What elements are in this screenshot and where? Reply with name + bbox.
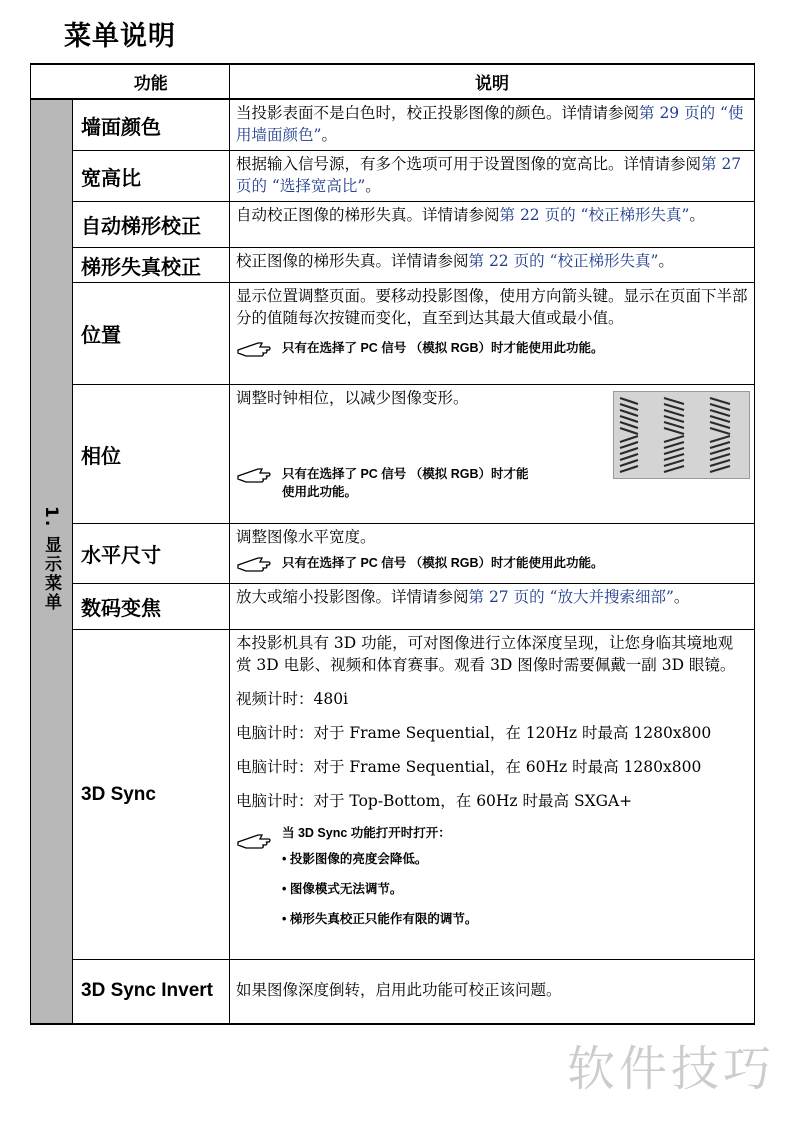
table-row [31, 151, 755, 202]
table-row [31, 630, 755, 960]
table-row [31, 524, 755, 584]
note-bullet: • 梯形失真校正只能作有限的调节。 [282, 912, 478, 926]
note-line: 使用此功能。 [282, 485, 358, 499]
function-name: 墙面颜色 [73, 99, 230, 151]
description [230, 385, 755, 524]
function-name: 数码变焦 [73, 584, 230, 630]
table-header-row [31, 64, 755, 99]
timing-line: 电脑计时：对于 Frame Sequential，在 60Hz 时最高 1280x800 [236, 758, 702, 776]
note [236, 824, 748, 928]
description-text: 自动校正图像的梯形失真。详情请参阅 [236, 206, 500, 224]
function-name: 梯形失真校正 [73, 248, 230, 283]
pointing-hand-icon [236, 555, 282, 573]
timing-line: 电脑计时：对于 Frame Sequential，在 120Hz 时最高 1280x800 [236, 724, 712, 742]
function-name: 相位 [73, 385, 230, 524]
note [236, 339, 748, 358]
page-title: 菜单说明 [64, 21, 176, 52]
description [230, 584, 755, 630]
note-bullet: • 图像模式无法调节。 [282, 882, 403, 896]
function-name: 水平尺寸 [73, 524, 230, 584]
description [230, 630, 755, 960]
function-name: 3D Sync Invert [73, 960, 230, 1024]
page-reference-link[interactable]: 第 27 页的 “放大并搜索细部” [468, 588, 674, 606]
header-description: 说明 [230, 64, 755, 99]
section-label: 1. 显示菜单 [41, 506, 61, 613]
function-name: 自动梯形校正 [73, 202, 230, 248]
note [236, 554, 748, 573]
note-text: 只有在选择了 PC 信号 （模拟 RGB）时才能使用此功能。 [282, 341, 604, 355]
table-row [31, 584, 755, 630]
description-tail: 。 [321, 126, 337, 144]
pointing-hand-icon [236, 466, 282, 484]
page-reference-link[interactable]: 第 29 页的 “使用墙面颜色” [236, 104, 744, 144]
watermark: 软件技巧 [567, 1041, 776, 1097]
description [230, 99, 755, 151]
description-text: 根据输入信号源，有多个选项可用于设置图像的宽高比。详情请参阅 [236, 155, 702, 173]
table-row [31, 960, 755, 1024]
page-reference-link[interactable]: 第 22 页的 “校正梯形失真” [468, 252, 659, 270]
timing-line: 视频计时：480i [236, 690, 349, 708]
description-tail: 。 [689, 206, 705, 224]
pointing-hand-icon [236, 832, 282, 850]
pointing-hand-icon [236, 340, 282, 358]
function-name: 3D Sync [73, 630, 230, 960]
page-reference-link[interactable]: 第 27 页的 “选择宽高比” [236, 155, 742, 195]
table-row [31, 202, 755, 248]
phase-distortion-image [613, 391, 750, 479]
description-text: 本投影机具有 3D 功能，可对图像进行立体深度呈现，让您身临其境地观赏 3D 电影、视频和体育赛事。观看 3D 图像时需要佩戴一副 3D 眼镜。 [236, 634, 736, 674]
table-row [31, 283, 755, 385]
function-name: 位置 [73, 283, 230, 385]
note-bullet: • 投影图像的亮度会降低。 [282, 852, 428, 866]
description-tail: 。 [673, 588, 690, 606]
note-text [282, 824, 748, 928]
description [230, 202, 755, 248]
header-spacer [31, 64, 73, 99]
menu-table [30, 63, 755, 1025]
description [230, 283, 755, 385]
function-name: 宽高比 [73, 151, 230, 202]
description-tail: 。 [658, 252, 674, 270]
description-text: 调整图像水平宽度。 [236, 528, 376, 546]
description: 如果图像深度倒转，启用此功能可校正该问题。 [230, 960, 755, 1024]
table-row [31, 248, 755, 283]
note-title: 当 3D Sync 功能打开时打开： [282, 826, 451, 840]
description-tail: 。 [365, 177, 381, 195]
description [230, 524, 755, 584]
timing-line: 电脑计时：对于 Top-Bottom，在 60Hz 时最高 SXGA+ [236, 792, 633, 810]
note-text: 只有在选择了 PC 信号 （模拟 RGB）时才能使用此功能。 [282, 556, 604, 570]
section-side-cell [31, 99, 73, 1024]
table-row [31, 99, 755, 151]
table-row [31, 385, 755, 524]
page-reference-link[interactable]: 第 22 页的 “校正梯形失真” [499, 206, 690, 224]
description-text: 放大或缩小投影图像。详情请参阅 [236, 588, 469, 606]
description-text: 显示位置调整页面。要移动投影图像，使用方向箭头键。显示在页面下半部分的值随每次按键而变化，直至到达其最大值或最小值。 [236, 287, 748, 327]
description [230, 248, 755, 283]
description-text: 当投影表面不是白色时，校正投影图像的颜色。详情请参阅 [236, 104, 640, 122]
description-text: 调整时钟相位，以减少图像变形。 [236, 389, 469, 407]
header-function: 功能 [73, 64, 230, 99]
description-text: 校正图像的梯形失真。详情请参阅 [236, 252, 469, 270]
note-line: 只有在选择了 PC 信号 （模拟 RGB）时才能 [282, 467, 529, 481]
description [230, 151, 755, 202]
